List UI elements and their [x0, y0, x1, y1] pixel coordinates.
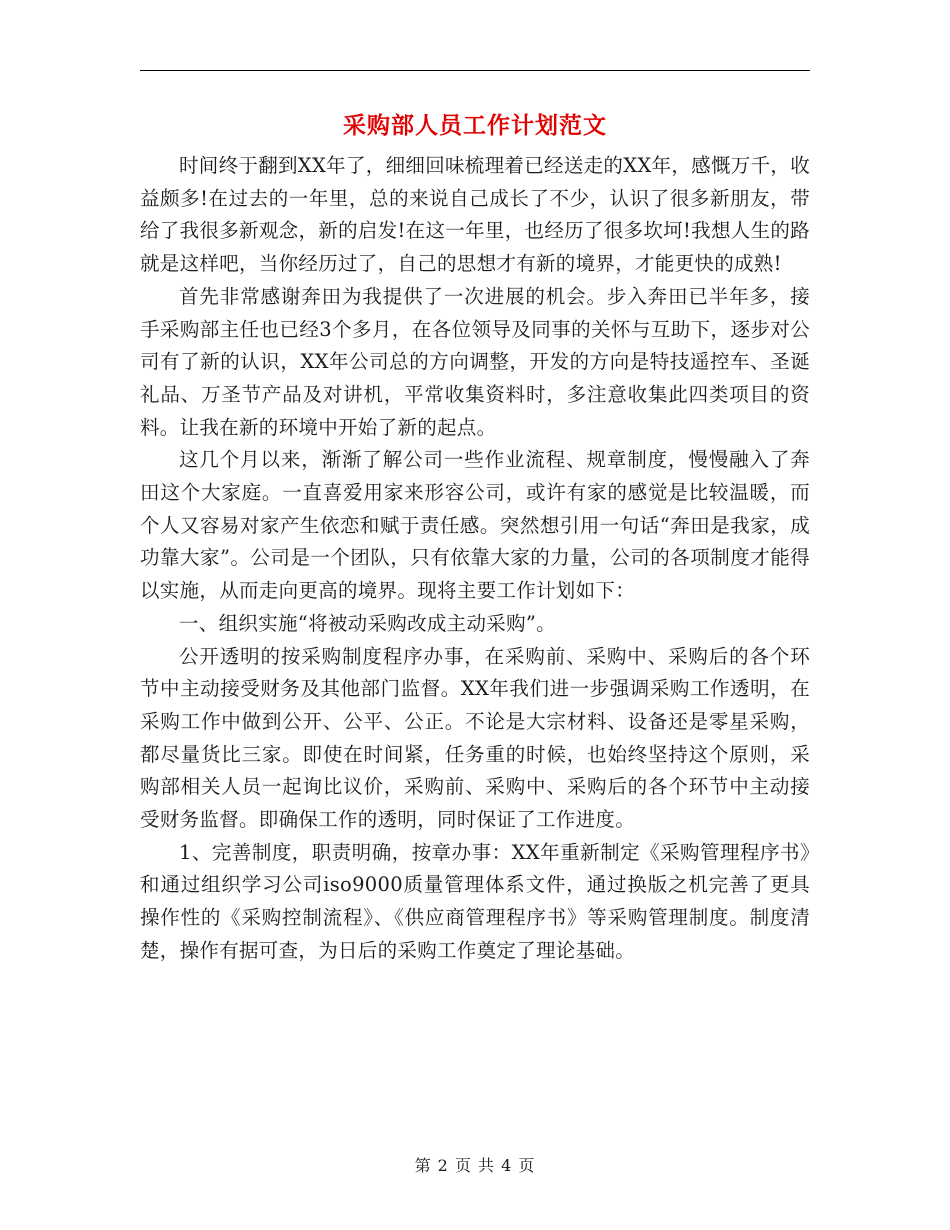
- section-heading-1: 一、组织实施“将被动采购改成主动采购”。: [179, 611, 556, 635]
- page-number: 第 2 页 共 4 页: [414, 1156, 536, 1175]
- document-title: 采购部人员工作计划范文: [343, 112, 607, 139]
- document-body: [140, 150, 810, 968]
- paragraph-intro: 时间终于翻到XX年了，细细回味梳理着已经送走的XX年，感慨万千，收益颇多!在过去的一年里，总的来说自己成长了不少，认识了很多新朋友，带给了我很多新观念，新的启发!在这一年里，也经历了很多坎坷!我想人生的路就是这样吧，当你经历过了，自己的思想才有新的境界，才能更快的成熟!: [140, 154, 810, 276]
- paragraph-transparency: 公开透明的按采购制度程序办事，在采购前、采购中、采购后的各个环节中主动接受财务及其他部门监督。XX年我们进一步强调采购工作透明，在采购工作中做到公开、公平、公正。不论是大宗材料、设备还是零星采购，都尽量货比三家。即使在时间紧，任务重的时候，也始终坚持这个原则，采购部相关人员一起询比议价，采购前、采购中、采购后的各个环节中主动接受财务监督。即确保工作的透明，同时保证了工作进度。: [140, 644, 810, 832]
- header-rule: [140, 70, 810, 71]
- paragraph-company-family: 这几个月以来，渐渐了解公司一些作业流程、规章制度，慢慢融入了奔田这个大家庭。一直喜爱用家来形容公司，或许有家的感觉是比较温暖，而个人又容易对家产生依恋和赋于责任感。突然想引用一句话“奔田是我家，成功靠大家”。公司是一个团队，只有依靠大家的力量，公司的各项制度才能得以实施，从而走向更高的境界。现将主要工作计划如下：: [140, 448, 810, 603]
- paragraph-thanks: 首先非常感谢奔田为我提供了一次进展的机会。步入奔田已半年多，接手采购部主任也已经3个多月，在各位领导及同事的关怀与互助下，逐步对公司有了新的认识，XX年公司总的方向调整，开发的方向是特技遥控车、圣诞礼品、万圣节产品及对讲机，平常收集资料时，多注意收集此四类项目的资料。让我在新的环境中开始了新的起点。: [140, 284, 810, 439]
- paragraph-system-improvement: 1、完善制度，职责明确，按章办事：XX年重新制定《采购管理程序书》和通过组织学习公司iso9000质量管理体系文件，通过换版之机完善了更具操作性的《采购控制流程》、《供应商管理程序书》等采购管理制度。制度清楚，操作有据可查，为日后的采购工作奠定了理论基础。: [140, 840, 810, 962]
